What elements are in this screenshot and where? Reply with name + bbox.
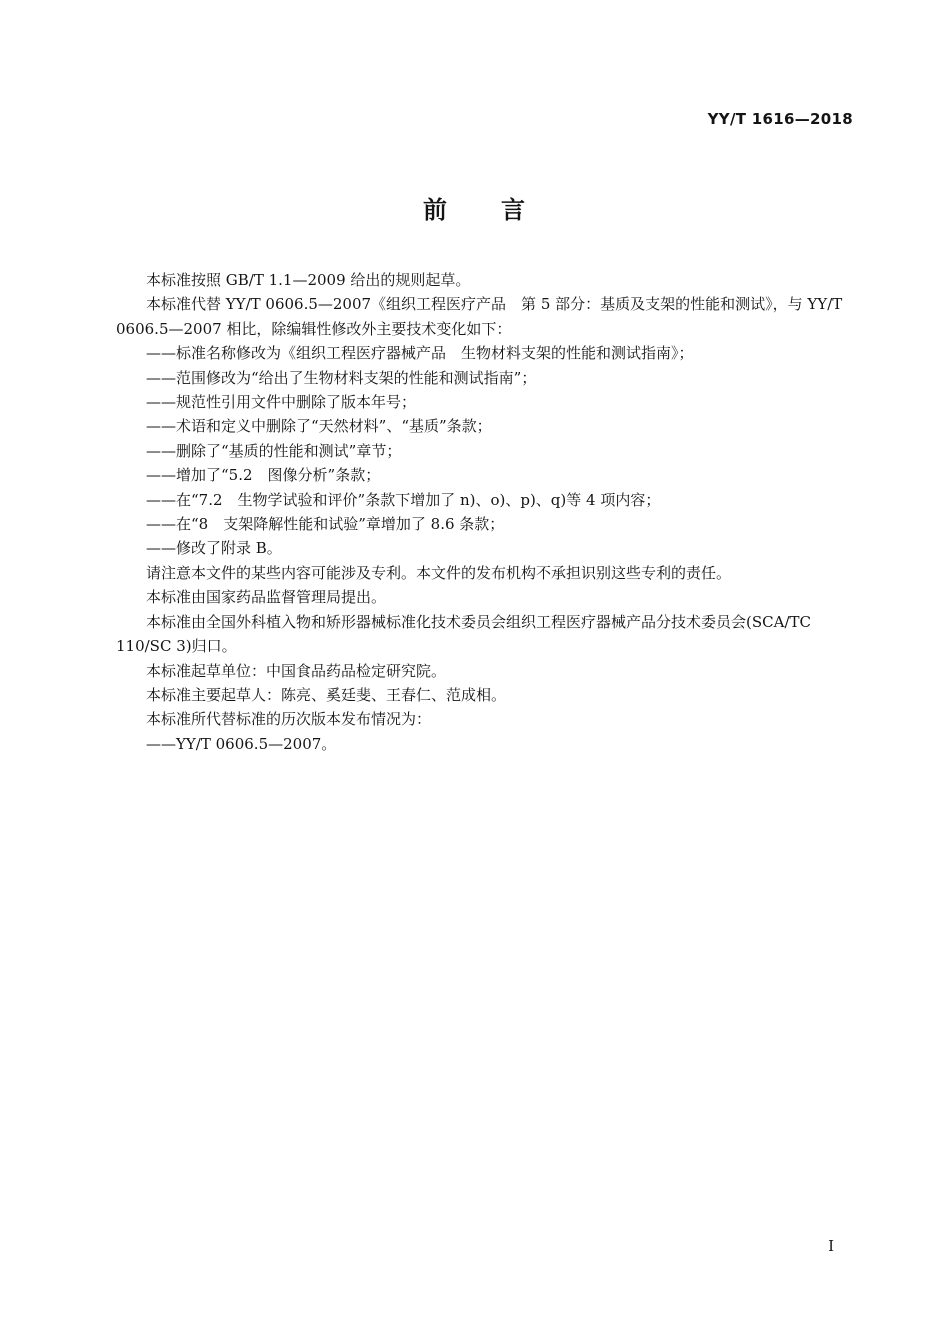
- title-char-2: 言: [501, 196, 527, 224]
- paragraph-drafters: 本标准主要起草人：陈亮、奚廷斐、王春仁、范成相。: [146, 685, 507, 704]
- history-item: ——YY/T 0606.5—2007。: [146, 734, 337, 753]
- standard-code: YY/T 1616—2018: [707, 110, 853, 128]
- paragraph-drafting-unit: 本标准起草单位：中国食品药品检定研究院。: [146, 661, 447, 680]
- change-item: ——规范性引用文件中删除了版本年号；: [146, 393, 417, 412]
- paragraph-drafting-rule: 本标准按照 GB/T 1.1—2009 给出的规则起草。: [146, 271, 471, 289]
- paragraph-replacement: 本标准代替 YY/T 0606.5—2007《组织工程医疗产品 第 5 部分：基质及支架的性能和测试》，与 YY/T 0606.5—2007 相比，除编辑性修改外主要技术变化如下：: [116, 295, 843, 338]
- paragraph-history-intro: 本标准所代替标准的历次版本发布情况为：: [146, 710, 432, 729]
- paragraph-centralized-by: 本标准由全国外科植入物和矫形器械标准化技术委员会组织工程医疗器械产品分技术委员会(SCA/TC 110/SC 3)归口。: [116, 612, 811, 656]
- paragraph-proposed-by: 本标准由国家药品监督管理局提出。: [146, 588, 387, 607]
- change-item: ——删除了“基质的性能和测试”章节；: [146, 441, 402, 460]
- change-item: ——在“8 支架降解性能和试验”章增加了 8.6 条款；: [146, 515, 505, 534]
- title-char-1: 前: [423, 196, 449, 224]
- change-item: ——术语和定义中删除了“天然材料”、“基质”条款；: [146, 417, 492, 436]
- foreword-body: [116, 268, 856, 756]
- paragraph-patent-notice: 请注意本文件的某些内容可能涉及专利。本文件的发布机构不承担识别这些专利的责任。: [146, 563, 732, 582]
- page-number: I: [828, 1237, 834, 1255]
- change-item: ——增加了“5.2 图像分析”条款；: [146, 466, 381, 485]
- change-item: ——标准名称修改为《组织工程医疗器械产品 生物材料支架的性能和测试指南》；: [146, 344, 694, 363]
- page-title: [0, 190, 950, 225]
- change-item: ——在“7.2 生物学试验和评价”条款下增加了 n)、o)、p)、q)等 4 项内容；: [146, 490, 661, 509]
- change-item: ——修改了附录 B。: [146, 539, 282, 558]
- change-item: ——范围修改为“给出了生物材料支架的性能和测试指南”；: [146, 368, 537, 387]
